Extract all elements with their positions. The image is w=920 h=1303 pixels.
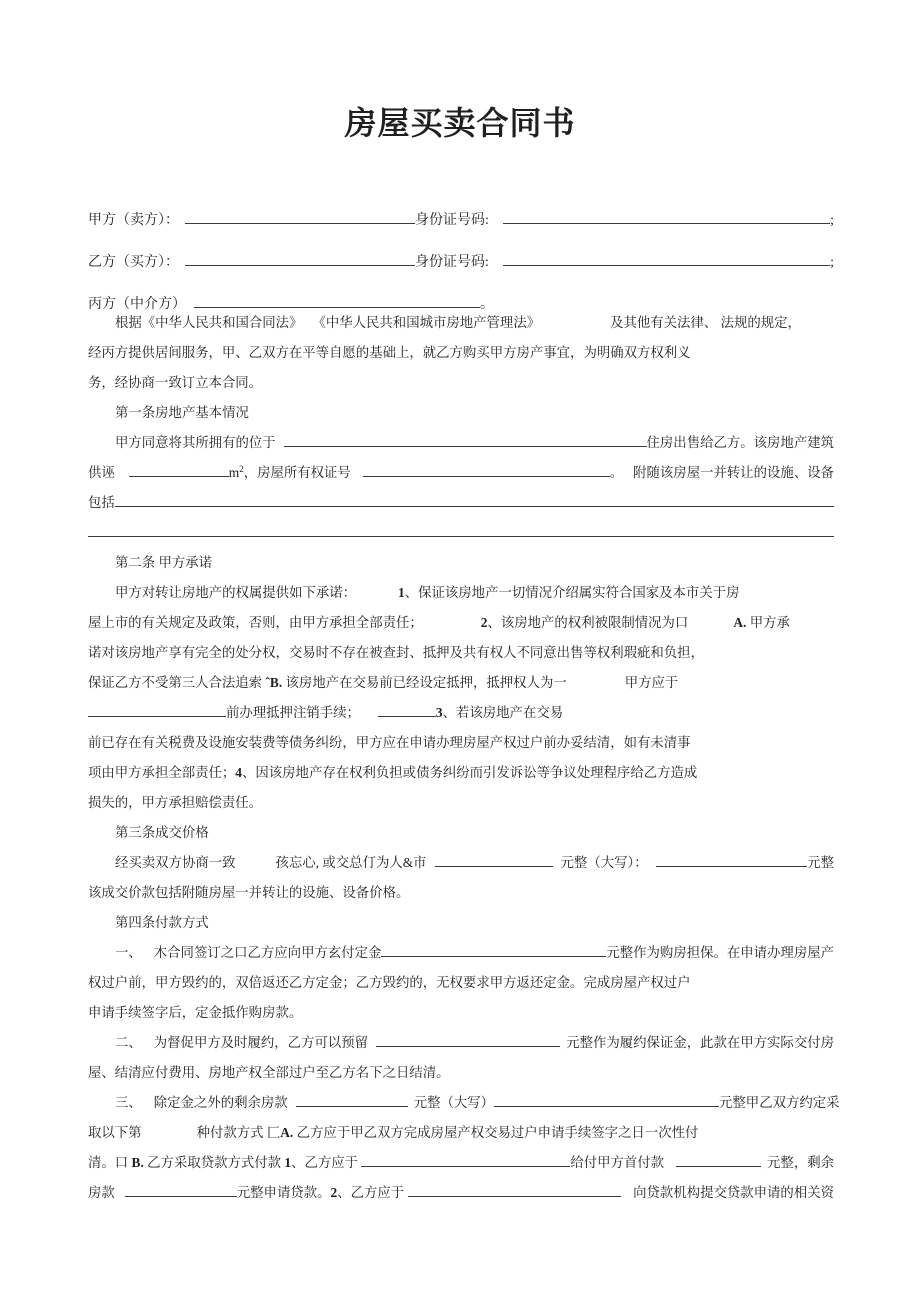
text-run: 屋上市的有关规定及政策，否则，由甲方承担全部责任；: [88, 615, 423, 630]
spacer: [88, 836, 115, 837]
text-run: 取以下第: [88, 1125, 142, 1140]
spacer: [88, 1046, 115, 1047]
paragraph-line: [88, 458, 834, 488]
text-run: 、若该房地产在交易: [442, 705, 564, 720]
text-run: 3: [435, 705, 443, 720]
paragraph-line: [88, 1118, 834, 1148]
text-run: 、因该房地产存在权利负担或债务纠纷而引发诉讼等争议处理程序给乙方造成: [242, 765, 698, 780]
paragraph-line: [88, 488, 834, 518]
text-run: 附随该房屋一并转让的设施、设备: [633, 465, 834, 480]
text-run: 种付款方式 匚: [196, 1125, 281, 1140]
text-run: 、乙方应于: [337, 1185, 408, 1200]
spacer: [88, 596, 115, 597]
blank-underline-field[interactable]: [376, 1032, 560, 1047]
text-run: m: [228, 465, 240, 480]
spacer: [88, 416, 115, 417]
text-run: 元整（大写）: [413, 1095, 495, 1110]
spacer: [115, 1196, 125, 1197]
text-run: 木合同签订之口乙方应向甲方玄付定金: [153, 945, 382, 960]
text-run: 乙方（买方）：: [88, 255, 179, 270]
text-run: ;: [830, 255, 834, 270]
text-run: B.: [131, 1155, 144, 1170]
section-heading: [88, 908, 834, 938]
section-heading: [88, 398, 834, 428]
spacer: [540, 326, 610, 327]
blank-underline-field[interactable]: [194, 293, 480, 308]
text-run: 元整: [807, 855, 834, 870]
blank-underline-field[interactable]: [656, 852, 808, 867]
text-run: 供诬: [88, 465, 115, 480]
paragraph-line: [88, 1028, 834, 1058]
paragraph-line: [88, 788, 834, 818]
paragraph-line: [88, 1088, 840, 1118]
paragraph-line: [88, 878, 834, 908]
text-run: 1: [398, 585, 405, 600]
blank-underline-field[interactable]: [284, 432, 647, 447]
text-run: 申请手续签字后，定金抵作购房款。: [88, 1005, 303, 1020]
paragraph-line: [88, 998, 834, 1028]
paragraph-line: [88, 968, 834, 998]
blank-underline-field[interactable]: [129, 462, 229, 477]
text-run: 元整（大写）：: [560, 855, 648, 870]
text-run: 经买卖双方协商一致: [115, 855, 236, 870]
spacer: [88, 866, 115, 867]
spacer: [427, 866, 435, 867]
text-run: 第二条 甲方承诺: [115, 555, 213, 570]
text-run: 务，经协商一致订立本合同。: [88, 375, 263, 390]
text-run: 及其他有关法律、 法规的规定，: [610, 315, 801, 330]
text-run: 给付甲方首付款: [570, 1155, 665, 1170]
text-run: 住房出售给乙方。该房地产建筑: [646, 435, 834, 450]
text-run: 权过户前，甲方毁约的，双倍返还乙方定金；乙方毁约的，无权要求甲方返还定金。完成房屋产权过户: [88, 975, 691, 990]
text-run: 第一条房地产基本情况: [115, 405, 249, 420]
text-run: 2: [480, 615, 488, 630]
paragraph-line: [88, 338, 834, 368]
spacer: [88, 956, 115, 957]
section-heading: [88, 818, 834, 848]
spacer: [142, 956, 154, 957]
text-run: 1: [284, 1155, 292, 1170]
blank-underline-field[interactable]: [185, 251, 415, 266]
text-run: 该成交价款包括附随房屋一并转让的设施、设备价格。: [88, 885, 410, 900]
paragraph-line: [88, 848, 834, 878]
paragraph-line: [88, 668, 834, 698]
spacer: [664, 1166, 676, 1167]
text-run: 第四条付款方式: [115, 915, 209, 930]
text-run: 前已存在有关税费及设施安装费等债务纠纷，甲方应在申请办理房屋产权过户前办妥结清，如有未清事: [88, 735, 691, 750]
spacer: [88, 446, 115, 447]
blank-underline-field[interactable]: [381, 942, 606, 957]
text-run: 清。口: [88, 1155, 132, 1170]
blank-underline-field[interactable]: [115, 492, 834, 507]
text-run: 2: [239, 464, 244, 474]
paragraph-line: [88, 1148, 834, 1178]
text-run: 元整作为购房担保。在申请办理房屋产: [606, 945, 834, 960]
text-run: A.: [280, 1125, 294, 1140]
spacer: [351, 476, 363, 477]
party-line-jiafang: [88, 200, 834, 242]
spacer: [142, 1136, 197, 1137]
text-run: 。: [480, 297, 494, 312]
spacer: [88, 1106, 115, 1107]
blank-underline-field[interactable]: [435, 852, 553, 867]
text-run: 、保证该房地产一切情况介绍属实符合国家及本市关于房: [404, 585, 740, 600]
blank-underline-field[interactable]: [503, 251, 830, 266]
text-run: 甲方同意将其所拥有的位于: [115, 435, 276, 450]
blank-underline-field[interactable]: [296, 1092, 408, 1107]
text-run: 、乙方应于: [291, 1155, 362, 1170]
text-run: 元整申请贷款。: [236, 1185, 331, 1200]
text-run: 该房地产在交易前已经设定抵押，抵押权人为一: [282, 675, 567, 690]
text-run: 身份证号码:: [415, 255, 489, 270]
text-run: 元整甲乙双方约定采: [719, 1095, 840, 1110]
text-run: 乙方采取贷款方式付款: [143, 1155, 285, 1170]
text-run: ˆB.: [265, 675, 283, 690]
text-run: A.: [733, 615, 747, 630]
spacer: [567, 686, 625, 687]
blank-underline-field[interactable]: [378, 702, 436, 717]
spacer: [115, 476, 129, 477]
blank-underline-field[interactable]: [408, 1182, 622, 1197]
text-run: 第三条成交价格: [115, 825, 209, 840]
text-run: 《中华人民共和国城市房地产管理法》: [312, 315, 541, 330]
spacer: [553, 866, 561, 867]
text-run: 项由甲方承担全部责任；: [88, 765, 236, 780]
text-run: 包括: [88, 495, 115, 510]
text-run: 房款: [88, 1185, 115, 1200]
paragraph-line: [88, 728, 834, 758]
body-section: [88, 308, 840, 1208]
blank-underline-field[interactable]: [363, 462, 610, 477]
text-run: 乙方应于甲乙双方完成房屋产权交易过户申请手续签字之日一次性付: [293, 1125, 699, 1140]
section-heading: [88, 548, 834, 578]
paragraph-line: [88, 578, 834, 608]
text-run: ;: [830, 213, 834, 228]
text-run: 甲方应于: [624, 675, 679, 690]
text-run: ，房屋所有权证号: [243, 465, 351, 480]
paragraph-line: [88, 938, 834, 968]
text-run: 、该房地产的权利被限制情况为口: [487, 615, 689, 630]
spacer: [623, 476, 633, 477]
blank-underline-field[interactable]: [361, 1152, 570, 1167]
spacer: [142, 1046, 154, 1047]
text-run: 一、: [115, 945, 142, 960]
text-run: 丙方（中介方）: [88, 297, 186, 312]
spacer: [489, 265, 503, 266]
paragraph-line: [88, 308, 834, 338]
spacer: [88, 566, 115, 567]
spacer: [688, 626, 733, 627]
spacer: [423, 626, 481, 627]
text-run: 元整作为履约保证金，此款在甲方实际交付房: [566, 1035, 834, 1050]
spacer: [621, 1196, 633, 1197]
spacer: [276, 446, 284, 447]
spacer: [88, 326, 115, 327]
blank-underline-field[interactable]: [185, 209, 415, 224]
text-run: 保证乙方不受第三人合法追索: [88, 675, 266, 690]
text-run: 经丙方提供居间服务，甲、乙双方在平等自愿的基础上，就乙方购买甲方房产事宜，为明确双方权利义: [88, 345, 691, 360]
text-run: 根据《中华人民共和国合同法》: [115, 315, 303, 330]
text-run: 向贷款机构提交贷款申请的相关资: [633, 1185, 834, 1200]
blank-underline-row: [88, 518, 834, 548]
title-block: [0, 98, 920, 144]
text-run: 。: [609, 465, 624, 480]
paragraph-line: [88, 368, 834, 398]
text-run: 甲方对转让房地产的权属提供如下承诺：: [115, 585, 357, 600]
paragraph-line: [88, 1058, 834, 1088]
spacer: [236, 866, 276, 867]
text-run: 前办理抵押注销手续；: [226, 705, 360, 720]
text-run: 身份证号码:: [415, 213, 489, 228]
text-run: 甲方（卖方）：: [88, 213, 179, 228]
spacer: [648, 866, 656, 867]
blank-underline-field[interactable]: [88, 522, 834, 537]
spacer: [88, 926, 115, 927]
blank-underline-field[interactable]: [494, 1092, 719, 1107]
spacer: [489, 223, 503, 224]
text-run: 除定金之外的剩余房款: [153, 1095, 288, 1110]
spacer: [356, 596, 398, 597]
text-run: 为督促甲方及时履约，乙方可以预留: [153, 1035, 369, 1050]
text-run: 二、: [115, 1035, 142, 1050]
blank-underline-field[interactable]: [676, 1152, 761, 1167]
blank-underline-field[interactable]: [503, 209, 830, 224]
text-run: 三、: [115, 1095, 142, 1110]
document-title: 房屋买卖合同书: [344, 105, 576, 141]
party-line-yifang: [88, 242, 834, 284]
text-run: 甲方承: [746, 615, 790, 630]
spacer: [142, 1106, 154, 1107]
text-run: 2: [330, 1185, 338, 1200]
text-run: 诺对该房地产享有完全的处分权，交易时不存在被查封、抵押及共有权人不同意出售等权利瑕疵和负担，: [88, 645, 704, 660]
spacer: [288, 1106, 296, 1107]
text-run: 元整，剩余: [767, 1155, 834, 1170]
spacer: [360, 716, 378, 717]
text-run: 屋、结清应付费用、房地产权全部过户至乙方名下之日结清。: [88, 1065, 450, 1080]
text-run: 孩忘心, 或交总仃为人&市: [275, 855, 427, 870]
paragraph-line: [88, 698, 834, 728]
paragraph-line: [88, 638, 834, 668]
spacer: [302, 326, 312, 327]
paragraph-line: [88, 428, 834, 458]
paragraph-line: [88, 1178, 834, 1208]
text-run: 4: [235, 765, 242, 780]
blank-underline-field[interactable]: [125, 1182, 237, 1197]
paragraph-line: [88, 758, 834, 788]
spacer: [368, 1046, 376, 1047]
blank-underline-field[interactable]: [88, 702, 226, 717]
text-run: 损失的，甲方承担赔偿责任。: [88, 795, 263, 810]
paragraph-line: [88, 608, 834, 638]
